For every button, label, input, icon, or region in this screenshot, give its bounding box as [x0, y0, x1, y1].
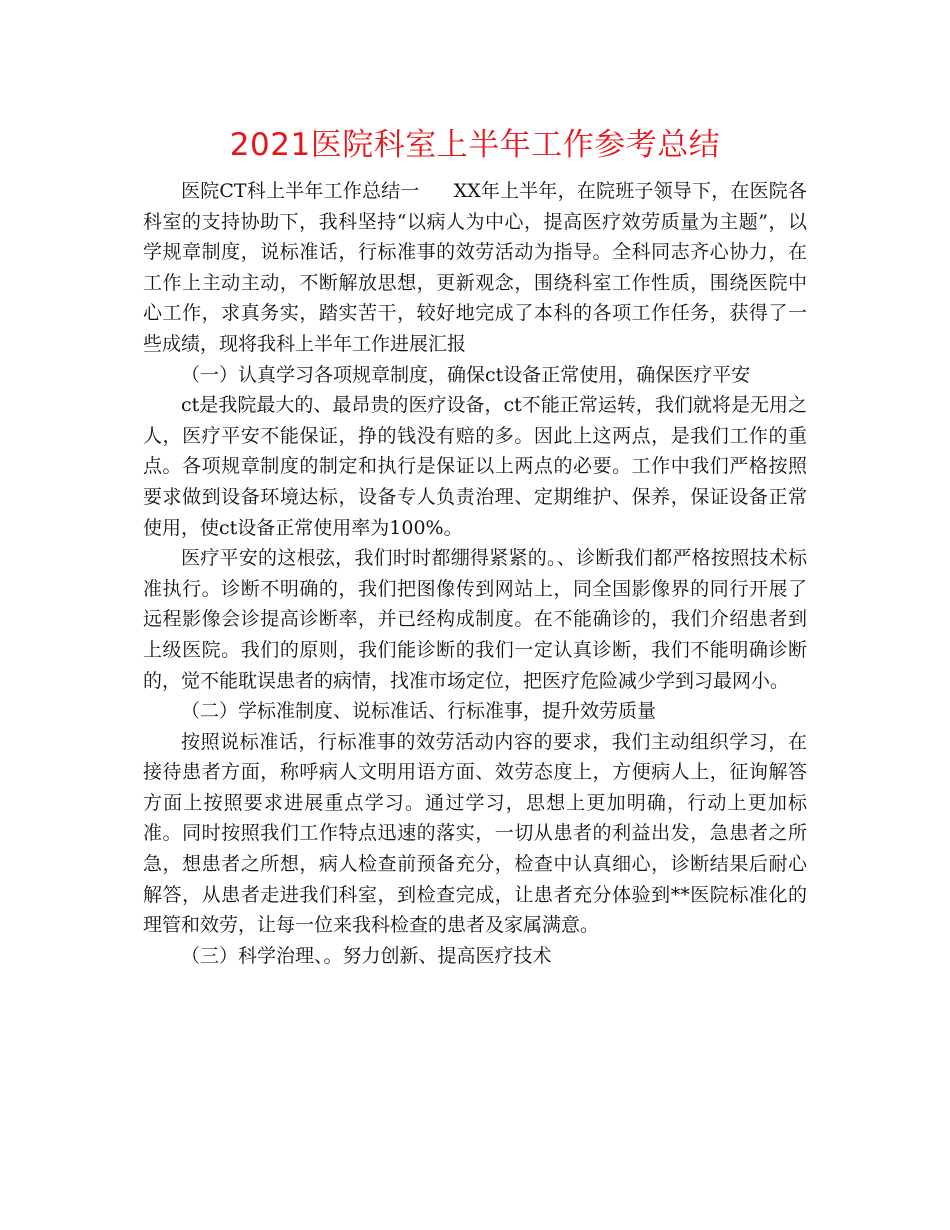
document-title: 2021医院科室上半年工作参考总结	[229, 127, 721, 163]
section-1-heading: （一）认真学习各项规章制度，确保ct设备正常使用，确保医疗平安	[181, 363, 751, 386]
intro-paragraph	[143, 176, 807, 360]
intro-lead: 医院CT科上半年工作总结一	[181, 180, 420, 202]
section-2-paragraph-1: 按照说标准话，行标准事的效劳活动内容的要求，我们主动组织学习，在接待患者方面，称呼病人文明用语方面、效劳态度上，方便病人上，征询解答方面上按照要求进展重点学习。通过学习，思想上更加明确，行动上更加标准。同时按照我们工作特点迅速的落实，一切从患者的利益出发，急患者之所急，想患者之所想，病人检查前预备充分，检查中认真细心，诊断结果后耐心解答，从患者走进我们科室，到检查完成，让患者充分体验到**医院标准化的理管和效劳，让每一位来我科检查的患者及家属满意。	[143, 730, 807, 937]
section-1-paragraph-1: ct是我院最大的、最昂贵的医疗设备，ct不能正常运转，我们就将是无用之人，医疗平安不能保证，挣的钱没有赔的多。因此上这两点，是我们工作的重点。各项规章制度的制定和执行是保证以上两点的必要。工作中我们严格按照要求做到设备环境达标，设备专人负责治理、定期维护、保养，保证设备正常使用，使ct设备正常使用率为100%。	[143, 394, 807, 539]
intro-body: XX年上半年，在院班子领导下，在医院各科室的支持协助下，我科坚持“以病人为中心，提高医疗效劳质量为主题”，以学规章制度，说标准话，行标准事的效劳活动为指导。全科同志齐心协力，在工作上主动主动，不断解放思想，更新观念，围绕科室工作性质，围绕医院中心工作，求真务实，踏实苦干，较好地完成了本科的各项工作任务，获得了一些成绩，现将我科上半年工作进展汇报	[143, 180, 807, 355]
section-3-heading: （三）科学治理、。努力创新、提高医疗技术	[181, 944, 552, 967]
section-2-heading: （二）学标准制度、说标准话、行标准事，提升效劳质量	[181, 700, 657, 723]
document-page	[143, 122, 807, 971]
section-1-paragraph-2: 医疗平安的这根弦，我们时时都绷得紧紧的。、诊断我们都严格按照技术标准执行。诊断不明确的，我们把图像传到网站上，同全国影像界的同行开展了远程影像会诊提高诊断率，并已经构成制度。在不能确诊的，我们介绍患者到上级医院。我们的原则，我们能诊断的我们一定认真诊断，我们不能明确诊断的，觉不能耽误患者的病情，找准市场定位，把医疗危险减少学到习最网小。	[143, 547, 807, 692]
